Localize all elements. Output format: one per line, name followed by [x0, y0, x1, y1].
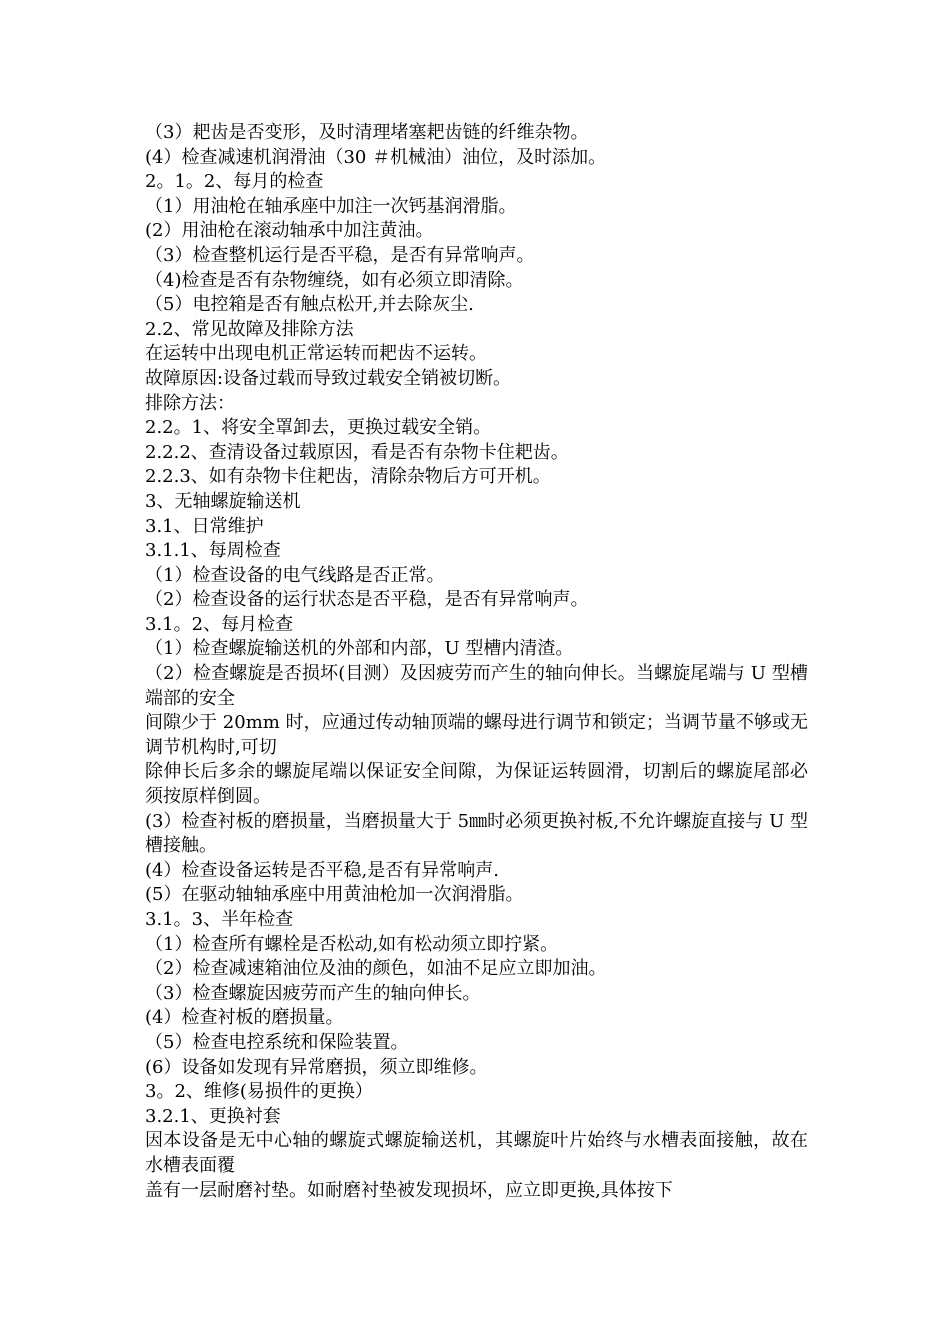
list-item: 2.2.3、如有杂物卡住耙齿，清除杂物后方可开机。 [145, 466, 551, 488]
section-heading: 3.1。3、半年检查 [145, 909, 294, 930]
list-item: （3）检查整机运行是否平稳，是否有异常响声。 [145, 244, 535, 266]
list-item: （2）检查设备的运行状态是否平稳，是否有异常响声。 [145, 589, 589, 611]
list-item: （2）检查减速箱油位及油的颜色，如油不足应立即加油。 [145, 958, 607, 980]
paragraph-line: 间隙少于 20mm 时，应通过传动轴顶端的螺母进行调节和锁定；当调节量不够或无调节机构时,可切 [145, 712, 808, 758]
section-heading: 2。1。2、每月的检查 [145, 171, 324, 193]
paragraph-line: 盖有一层耐磨衬垫。如耐磨衬垫被发现损坏，应立即更换,具体按下 [145, 1179, 673, 1201]
document-body [145, 121, 808, 1203]
list-item: 2.2。1、将安全罩卸去，更换过载安全销。 [145, 417, 492, 439]
list-item: (6）设备如发现有异常磨损，须立即维修。 [145, 1056, 488, 1078]
paragraph-line: （2）检查螺旋是否损坏(目测）及因疲劳而产生的轴向伸长。当螺旋尾端与 U 型槽端部的安全 [145, 663, 808, 709]
paragraph-line: 排除方法： [145, 392, 235, 414]
list-item: （5）电控箱是否有触点松开,并去除灰尘. [145, 294, 474, 316]
list-item: (3）检查衬板的磨损量，当磨损量大于 5㎜时必须更换衬板,不允许螺旋直接与 U 型槽接触。 [145, 810, 808, 857]
list-item: （3）耙齿是否变形，及时清理堵塞耙齿链的纤维杂物。 [145, 122, 589, 143]
list-item: (4）检查设备运转是否平稳,是否有异常响声. [145, 859, 499, 881]
section-heading: 2.2、常见故障及排除方法 [145, 318, 354, 340]
list-item: (5）在驱动轴轴承座中用黄油枪加一次润滑脂。 [145, 884, 524, 906]
list-item: （5）检查电控系统和保险装置。 [145, 1031, 409, 1053]
section-heading: 3.1.1、每周检查 [145, 540, 281, 562]
section-heading: 3、无轴螺旋输送机 [145, 490, 301, 512]
list-item: （1）检查螺旋输送机的外部和内部，U 型槽内清渣。 [145, 638, 574, 660]
list-item: （3）检查螺旋因疲劳而产生的轴向伸长。 [145, 982, 481, 1004]
paragraph-line: 除伸长后多余的螺旋尾端以保证安全间隙，为保证运转圆滑，切割后的螺旋尾部必须按原样倒圆。 [145, 761, 808, 808]
list-item: (4）检查减速机润滑油（30 ＃机械油）油位，及时添加。 [145, 146, 607, 168]
paragraph-line: 在运转中出现电机正常运转而耙齿不运转。 [145, 343, 487, 365]
paragraph-line: 因本设备是无中心轴的螺旋式螺旋输送机，其螺旋叶片始终与水槽表面接触，故在水槽表面覆 [145, 1130, 808, 1176]
list-item: （4)检查是否有杂物缠绕，如有必须立即清除。 [145, 269, 524, 291]
list-item: (2）用油枪在滚动轴承中加注黄油。 [145, 220, 434, 242]
paragraph-line: 故障原因:设备过载而导致过载安全销被切断。 [145, 367, 512, 389]
list-item: （1）检查所有螺栓是否松动,如有松动须立即拧紧。 [145, 933, 559, 955]
list-item: （1）检查设备的电气线路是否正常。 [145, 564, 445, 586]
list-item: (4）检查衬板的磨损量。 [145, 1007, 344, 1029]
section-heading: 3。2、维修(易损件的更换） [145, 1081, 373, 1103]
section-heading: 3.1。2、每月检查 [145, 613, 294, 635]
list-item: 2.2.2、查清设备过载原因，看是否有杂物卡住耙齿。 [145, 441, 569, 463]
section-heading: 3.1、日常维护 [145, 515, 264, 537]
list-item: （1）用油枪在轴承座中加注一次钙基润滑脂。 [145, 195, 517, 217]
section-heading: 3.2.1、更换衬套 [145, 1105, 281, 1127]
